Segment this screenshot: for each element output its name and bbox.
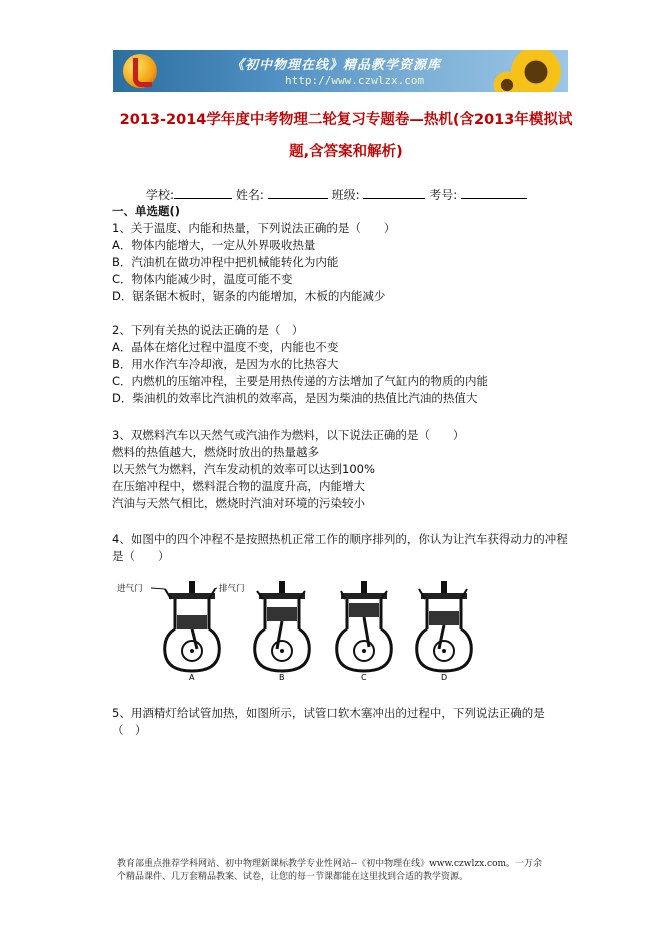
sunflower-small-icon [492, 70, 522, 92]
logo-mark-icon [133, 58, 152, 87]
footer-line2: 个精品课件、几万套精品教案、试卷，让您的每一节课都能在这里找到合适的教学资源。 [117, 872, 469, 882]
q4-stem-line2: 是（ ） [112, 549, 170, 563]
q5-stem-line1: 5、用酒精灯给试管加热，如图所示，试管口软木塞冲出的过程中，下列说法正确的是 [112, 706, 545, 720]
class-label: 班级: [331, 188, 360, 202]
q3-option-2: 以天然气为燃料，汽车发动机的效率可以达到100% [112, 462, 375, 476]
engine-a [165, 581, 220, 671]
exhaust-valve-label: 排气门 [219, 584, 245, 594]
engine-label-b: B [279, 673, 285, 682]
q4-stem-line1: 4、如图中的四个冲程不是按照热机正常工作的顺序排列的，你认为让汽车获得动力的冲程 [112, 532, 568, 546]
section-heading: 一、单选题() [112, 204, 181, 218]
engine-strokes-figure [117, 577, 477, 682]
school-blank [174, 186, 232, 199]
name-blank [268, 186, 328, 199]
name-label: 姓名: [235, 188, 264, 202]
q2-option-a: A．晶体在熔化过程中温度不变，内能也不变 [112, 340, 339, 354]
footer-line1: 教育部重点推荐学科网站、初中物理新课标教学专业性网站--《初中物理在线》www.czwlzx.com。一万余 [117, 859, 543, 869]
engine-label-c: C [361, 673, 367, 682]
q5-stem-line2: （ ） [112, 723, 147, 737]
q2-stem: 2、下列有关热的说法正确的是（ ） [112, 323, 304, 337]
document-title-line1: 2013-2014学年度中考物理二轮复习专题卷—热机(含2013年模拟试 [119, 112, 573, 128]
student-info-row [146, 186, 527, 203]
q3-option-4: 汽油与天然气相比，燃烧时汽油对环境的污染较小 [112, 496, 365, 510]
q2-option-d: D．柴油机的效率比汽油机的效率高，是因为柴油的热值比汽油的热值大 [112, 391, 478, 405]
q2-option-b: B．用水作汽车冷却液，是因为水的比热容大 [112, 357, 339, 371]
q3-option-3: 在压缩冲程中，燃料混合物的温度升高，内能增大 [112, 479, 365, 493]
school-label: 学校: [146, 188, 175, 202]
q1-option-d: D．锯条锯木板时，锯条的内能增加，木板的内能减少 [112, 289, 386, 303]
intake-valve-label: 进气门 [117, 584, 143, 594]
site-banner [113, 50, 568, 92]
q3-option-1: 燃料的热值越大，燃烧时放出的热量越多 [112, 445, 319, 459]
document-title-line2: 题,含答案和解析) [289, 144, 403, 160]
q1-option-a: A．物体内能增大，一定从外界吸收热量 [112, 238, 316, 252]
engine-d [417, 581, 472, 671]
exam-no-blank [461, 186, 527, 199]
banner-url: http://www.czwlzx.com [285, 74, 425, 87]
exam-no-label: 考号: [429, 188, 458, 202]
page-footer [117, 858, 557, 884]
engine-c [337, 581, 392, 671]
q2-option-c: C．内燃机的压缩冲程，主要是用热传递的方法增加了气缸内的物质的内能 [112, 374, 489, 388]
q1-stem: 1、关于温度、内能和热量，下列说法正确的是（ ） [112, 221, 396, 235]
q3-stem: 3、双燃料汽车以天然气或汽油作为燃料，以下说法正确的是（ ） [112, 428, 465, 442]
engine-label-d: D [441, 673, 448, 682]
q1-option-c: C．物体内能减少时，温度可能不变 [112, 272, 293, 286]
class-blank [363, 186, 425, 199]
engine-b [255, 581, 310, 671]
banner-title: 《初中物理在线》精品教学资源库 [231, 58, 442, 73]
q1-option-b: B．汽油机在做功冲程中把机械能转化为内能 [112, 255, 339, 269]
engine-label-a: A [189, 673, 195, 682]
